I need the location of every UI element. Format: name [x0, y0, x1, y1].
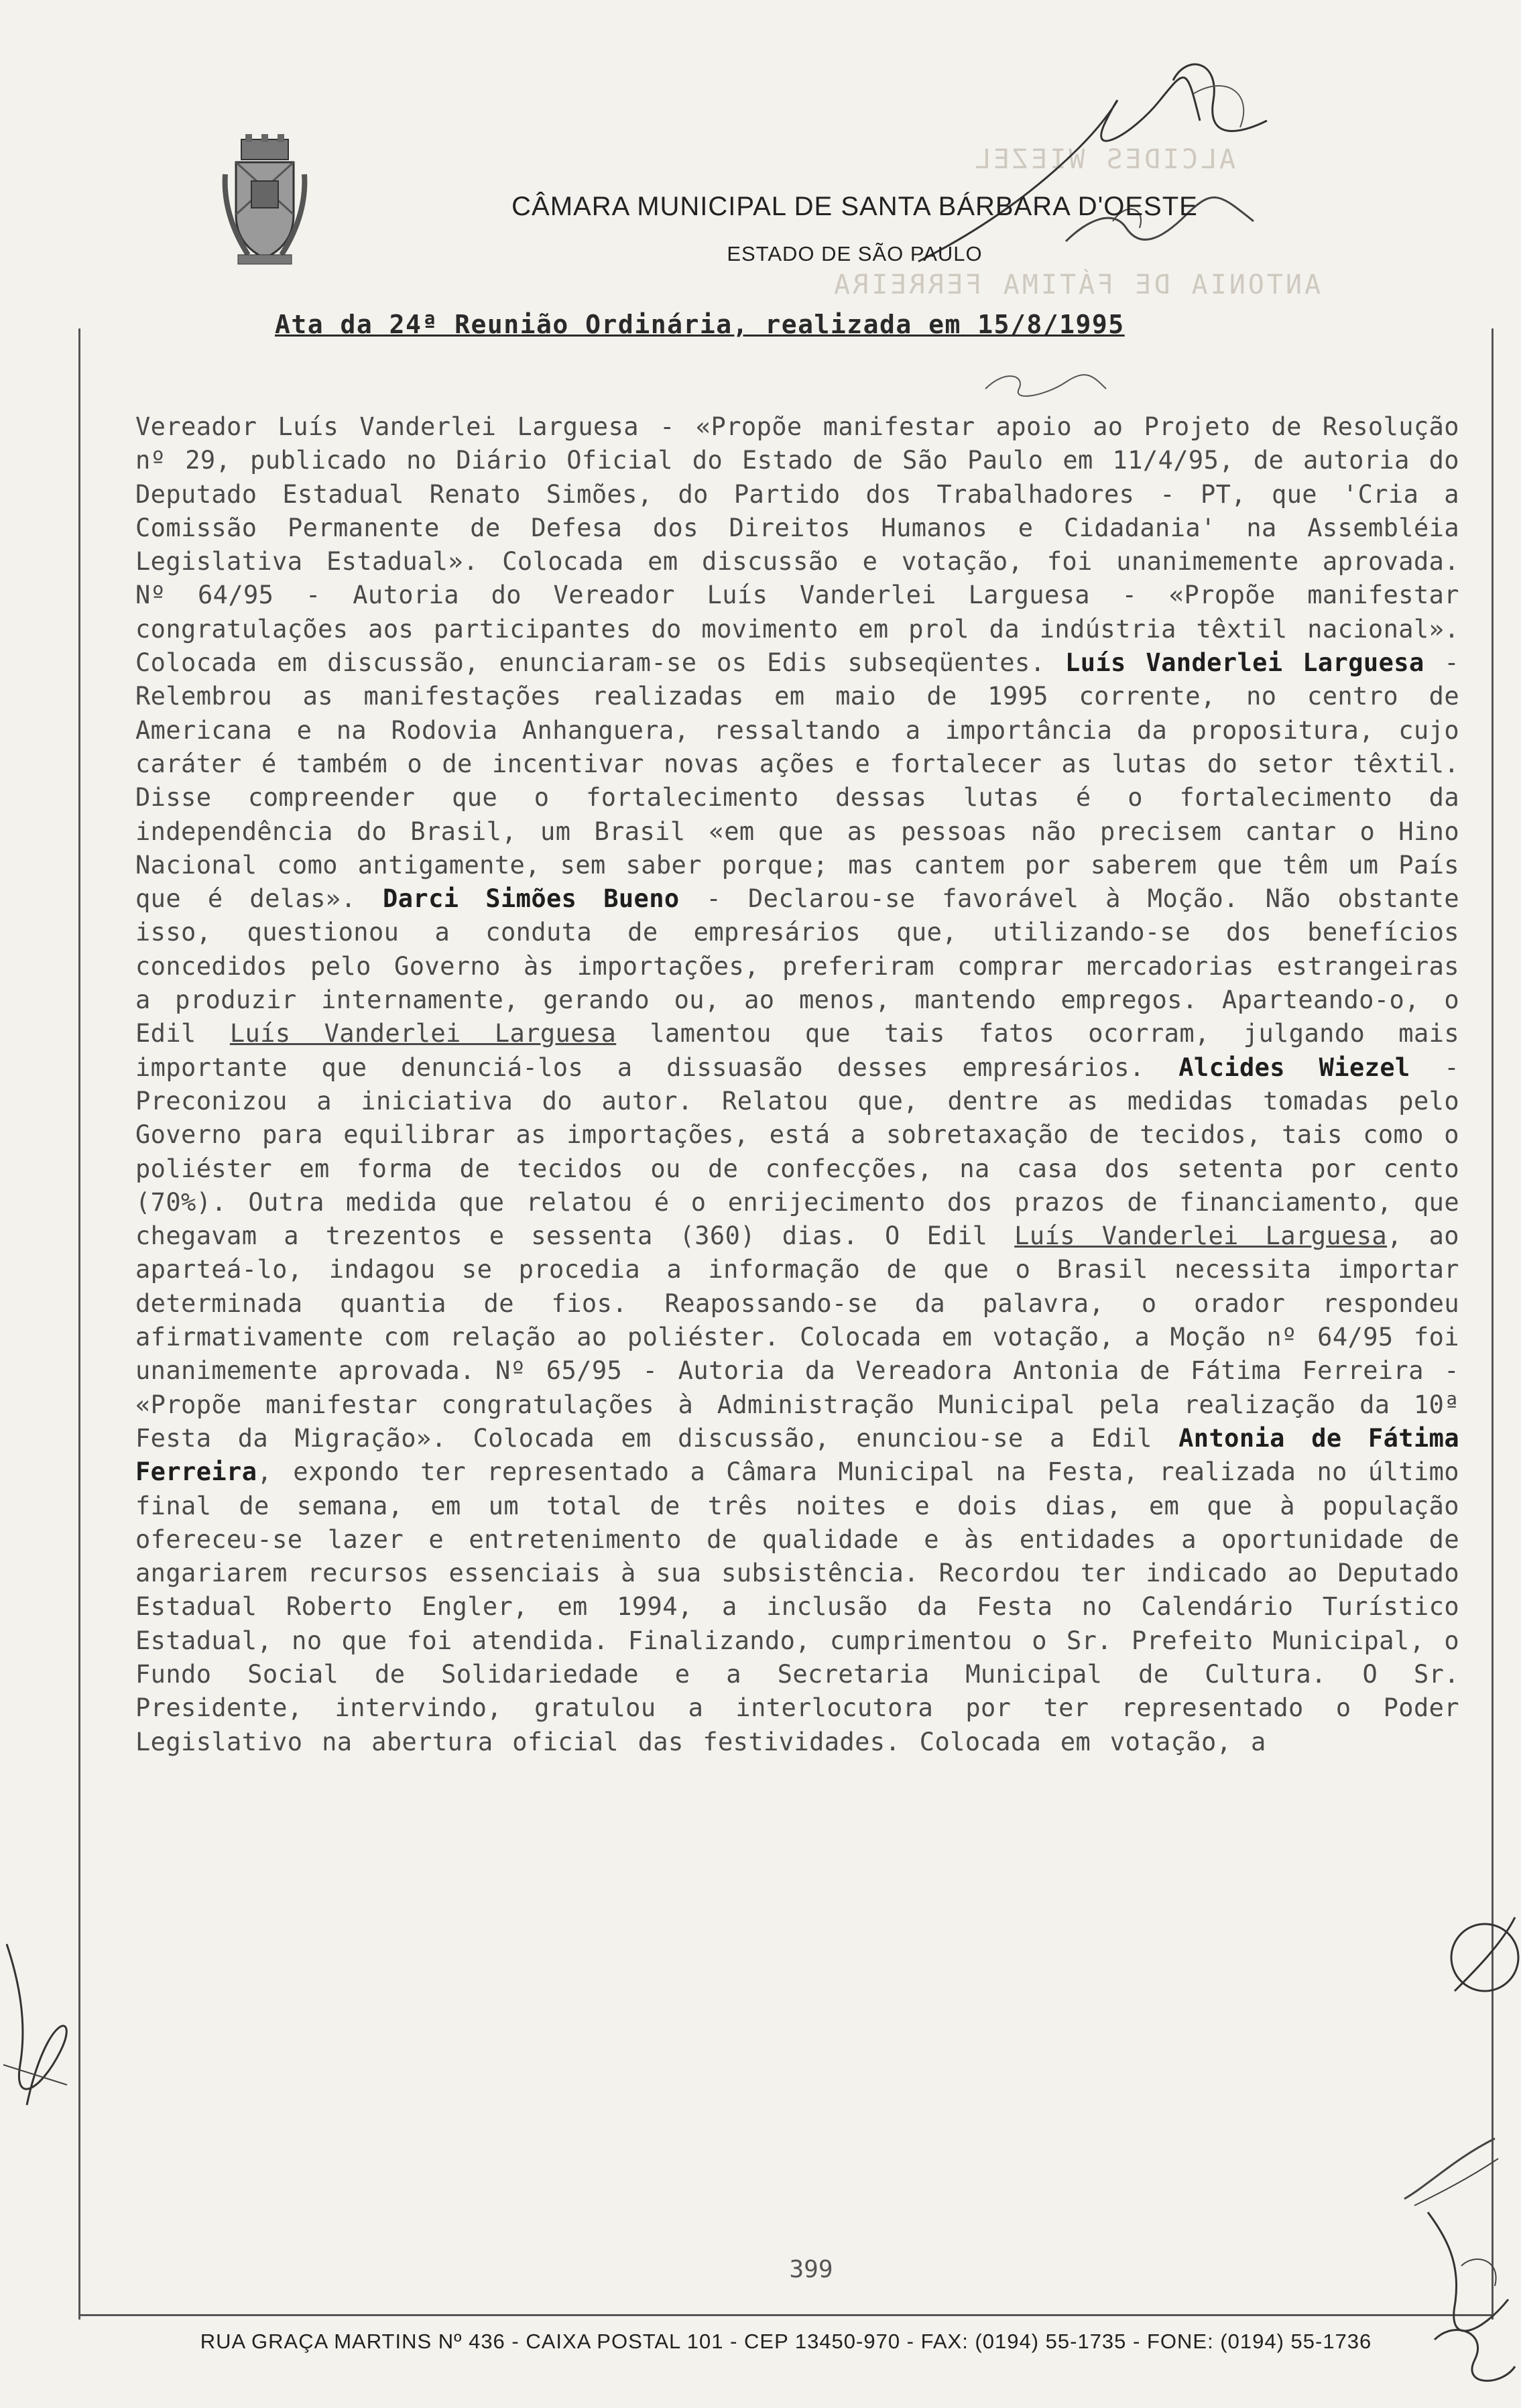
bleed-through-line-2: ANTONIA DE FÁTIMA FERREIRA: [831, 269, 1321, 300]
page-number: 399: [789, 2256, 833, 2283]
paragraph-6: , ao aparteá-lo, indagou se procedia a informação de que o Brasil necessita importar determinada quantia de fios. Reapossando-se da palavra, o orador respondeu afirmativamente com relação ao poliéster. Colocada em votação, a Moção nº 64/95 foi unanimemente aprovada. Nº 65/95 - Autoria da Vereadora Antonia de Fátima Ferreira - «Propõe manifestar congratulações à Administração Municipal pela realização da 10ª Festa da Migração». Colocada em discussão, enunciou-se a Edil: [135, 1221, 1459, 1453]
speaker-ferreira: Antonia de Fátima Ferreira: [135, 1423, 1459, 1487]
signature-bottom-right-scribble: [1401, 2132, 1502, 2212]
bleed-through-line-1: ALCIDES WIEZEL: [972, 144, 1236, 175]
speaker-bueno: Darci Simões Bueno: [383, 884, 680, 914]
address-footer: RUA GRAÇA MARTINS Nº 436 - CAIXA POSTAL 101 - CEP 13450-970 - FAX: (0194) 55-1735 - FONE: (0194) 55-1736: [200, 2330, 1372, 2353]
signature-top-middle: [979, 355, 1113, 409]
underlined-name-2: Luís Vanderlei Larguesa: [1014, 1221, 1388, 1251]
minutes-body: [135, 410, 1459, 1759]
paragraph-7: , expondo ter representado a Câmara Municipal na Festa, realizada no último final de semana, em um total de três noites e dois dias, em que à população ofereceu-se lazer e entretenimento de qualidade e às entidades a oportunidade de angariarem recursos essenciais à sua subsistência. Recordou ter indicado ao Deputado Estadual Roberto Engler, em 1994, a inclusão da Festa no Calendário Turístico Estadual, no que foi atendida. Finalizando, cumprimentou o Sr. Prefeito Municipal, o Fundo Social de Solidariedade e a Secretaria Municipal de Cultura. O Sr. Presidente, intervindo, gratulou a interlocutora por ter representado o Poder Legislativo na abertura oficial das festividades. Colocada em votação, a: [135, 1457, 1459, 1756]
paragraph-4: lamentou que tais fatos ocorram, julgando mais importante que denunciá-los a dissuasão desses empresários.: [135, 1019, 1459, 1082]
right-margin-rule: [1492, 328, 1494, 2320]
left-margin-rule: [78, 328, 80, 2320]
paragraph-5: - Preconizou a iniciativa do autor. Relatou que, dentre as medidas tomadas pelo Governo para equilibrar as importações, está a sobretaxação de tecidos, tais como o poliéster em forma de tecidos ou de confecções, na casa dos setenta por cento (70%). Outra medida que relatou é o enrijecimento dos prazos de financiamento, que chegavam a trezentos e sessenta (360) dias. O Edil: [135, 1052, 1459, 1251]
paragraph-1: Vereador Luís Vanderlei Larguesa - «Propõe manifestar apoio ao Projeto de Resolução nº 29, publicado no Diário Oficial do Estado de São Paulo em 11/4/95, de autoria do Deputado Estadual Renato Simões, do Partido dos Trabalhadores - PT, que 'Cria a Comissão Permanente de Defesa dos Direitos Humanos e Cidadania' na Assembléia Legislativa Estadual». Colocada em discussão e votação, foi unanimemente aprovada. Nº 64/95 - Autoria do Vereador Luís Vanderlei Larguesa - «Propõe manifestar congratulações aos participantes do movimento em prol da indústria têxtil nacional». Colocada em discussão, enunciaram-se os Edis subseqüentes.: [135, 412, 1459, 678]
signature-right-margin-2: [1421, 2199, 1521, 2400]
signature-left-margin: [0, 1931, 74, 2132]
document-title: Ata da 24ª Reunião Ordinária, realizada em 15/8/1995: [275, 310, 1125, 339]
speaker-wiezel: Alcides Wiezel: [1178, 1052, 1410, 1082]
bottom-rule: [78, 2314, 1494, 2316]
signature-right-margin-1: [1435, 1904, 1521, 2025]
speaker-larguesa: Luís Vanderlei Larguesa: [1065, 648, 1424, 678]
paragraph-2: - Relembrou as manifestações realizadas em maio de 1995 corrente, no centro de Americana e na Rodovia Anhanguera, ressaltando a importância da propositura, cujo caráter é também o de incentivar novas ações e fortalecer as lutas do setor têxtil. Disse compreender que o fortalecimento dessas lutas é o fortalecimento da independência do Brasil, um Brasil «em que as pessoas não precisem cantar o Hino Nacional como antigamente, sem saber porque; mas cantem por saberem que têm um País que é delas».: [135, 648, 1460, 914]
organization-name: CÂMARA MUNICIPAL DE SANTA BÁRBARA D'OESTE: [511, 192, 1198, 221]
organization-state: ESTADO DE SÃO PAULO: [727, 242, 983, 265]
paragraph-3: - Declarou-se favorável à Moção. Não obstante isso, questionou a conduta de empresários que, utilizando-se dos benefícios concedidos pelo Governo às importações, preferiram comprar mercadorias estrangeiras a produzir internamente, gerando ou, ao menos, mantendo empregos. Aparteando-o, o Edil: [135, 884, 1460, 1048]
underlined-name-1: Luís Vanderlei Larguesa: [229, 1019, 617, 1048]
